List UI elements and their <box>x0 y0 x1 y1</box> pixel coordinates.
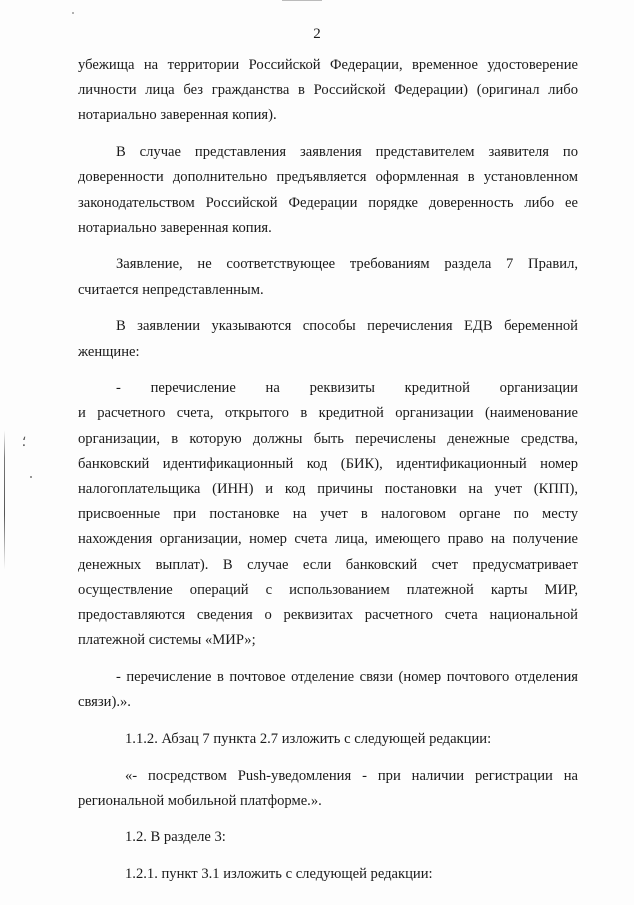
text-line: денежных выплат). В случае если банковский счет предусматривает <box>78 556 578 573</box>
paragraph <box>78 825 578 850</box>
text-line: 1.1.2. Абзац 7 пункта 2.7 изложить с следующей редакции: <box>125 730 492 747</box>
paragraph <box>78 140 578 241</box>
scan-speck <box>30 476 32 478</box>
text-line: доверенности дополнительно предъявляется оформленная в установленном <box>78 169 578 186</box>
paragraph <box>78 314 578 364</box>
scan-edge-mark <box>282 0 322 1</box>
text-line: нахождения организации, номер счета лица, имеющего право на получение <box>78 531 578 548</box>
text-line: 1.2. В разделе 3: <box>125 829 226 846</box>
text-line: 1.2.1. пункт 3.1 изложить с следующей редакции: <box>125 866 433 883</box>
text-line: налогоплательщика (ИНН) и код причины постановки на учет (КПП), <box>78 481 578 498</box>
scan-margin-line <box>4 430 5 570</box>
text-line: считается непредставленным. <box>78 281 264 298</box>
text-line: - перечисление на реквизиты кредитной организации <box>116 380 578 397</box>
text-line: присвоенные при постановке на учет в налоговом органе по месту <box>78 506 578 523</box>
text-line: «- посредством Push-уведомления - при наличии регистрации на <box>125 767 578 784</box>
scan-margin-mark: ⸵ <box>22 435 26 450</box>
text-line: нотариально заверенная копия). <box>78 107 277 124</box>
page-number: 2 <box>313 26 321 42</box>
paragraph <box>78 862 578 887</box>
text-line: В случае представления заявления представителем заявителя по <box>116 144 578 161</box>
text-line: В заявлении указываются способы перечисления ЕДВ беременной <box>116 318 578 335</box>
text-line: предоставляются сведения о реквизитах расчетного счета национальной <box>78 607 578 624</box>
text-line: и расчетного счета, открытого в кредитной организации (наименование <box>78 405 578 422</box>
text-line: нотариально заверенная копия. <box>78 219 272 236</box>
text-line: организации, в которую должны быть перечислены денежные средства, <box>78 430 578 447</box>
text-line: региональной мобильной платформе.». <box>78 792 322 809</box>
list-item-paragraph <box>78 665 578 715</box>
text-line: законодательством Российской Федерации порядке доверенность либо ее <box>78 194 578 211</box>
text-line: банковский идентификационный код (БИК), идентификационный номер <box>78 455 578 472</box>
paragraph <box>78 53 578 129</box>
text-line: Заявление, не соответствующее требованиям раздела 7 Правил, <box>116 256 578 273</box>
paragraph <box>78 764 578 814</box>
scan-speck <box>72 12 74 14</box>
text-line: женщине: <box>78 343 140 360</box>
text-line: личности лица без гражданства в Российской Федерации) (оригинал либо <box>78 82 578 99</box>
list-item-paragraph <box>78 376 578 653</box>
text-line: осуществление операций с использованием платежной карты МИР, <box>78 581 578 598</box>
document-body <box>78 53 578 887</box>
paragraph <box>78 252 578 302</box>
text-line: убежища на территории Российской Федерации, временное удостоверение <box>78 57 578 73</box>
text-line: платежной системы «МИР»; <box>78 632 256 649</box>
paragraph <box>78 727 578 752</box>
text-line: - перечисление в почтовое отделение связи (номер почтового отделения <box>116 668 578 685</box>
text-line: связи).». <box>78 694 131 711</box>
